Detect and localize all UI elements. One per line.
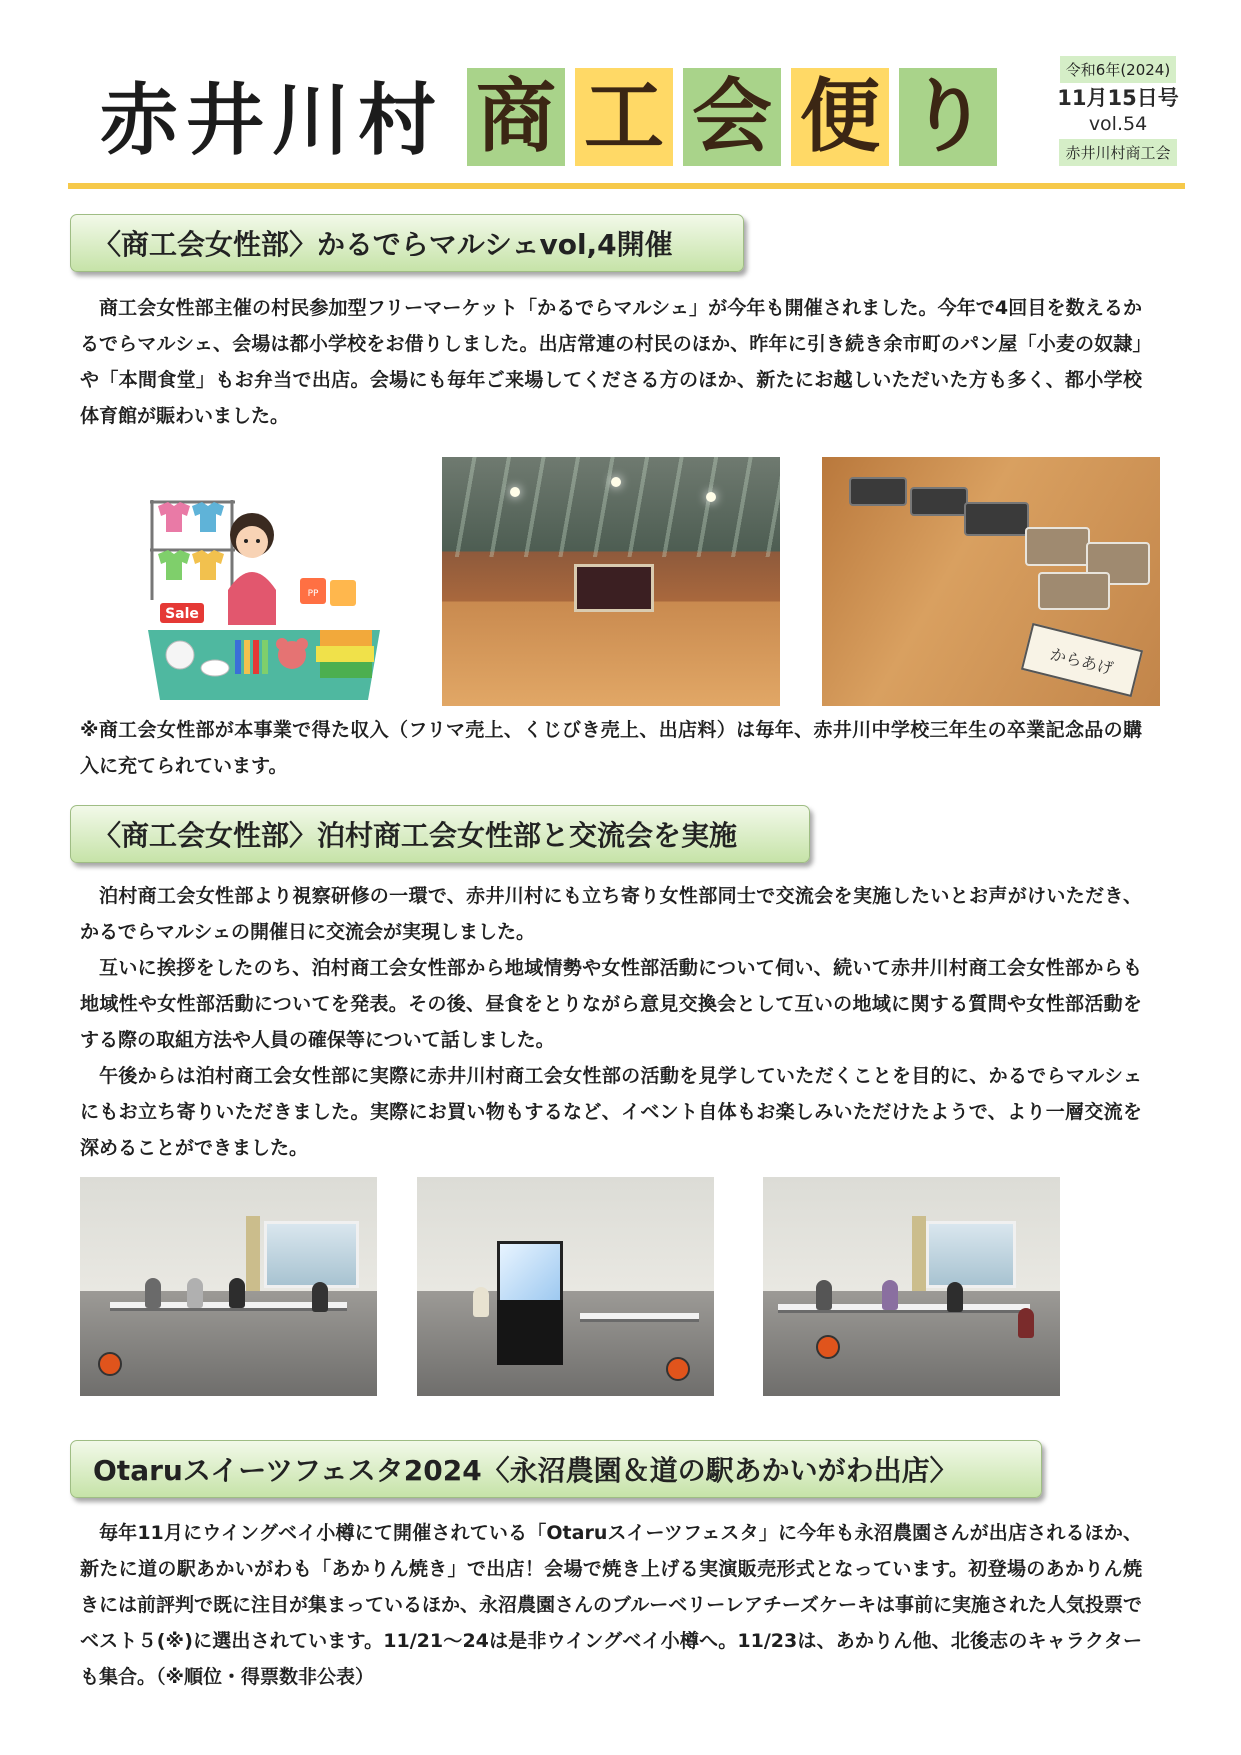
ceiling-light — [611, 477, 621, 487]
title-tile: 便 — [791, 68, 889, 166]
attendee — [187, 1278, 203, 1308]
section-heading-marche: 〈商工会女性部〉かるでらマルシェvol,4開催 — [70, 214, 744, 272]
food-price-card: からあげ — [1021, 623, 1143, 697]
attendee — [145, 1278, 161, 1308]
note-text: ※商工会女性部が本事業で得た収入（フリマ売上、くじびき売上、出店料）は毎年、赤井川中学校三年生の卒業記念品の購入に充てられています。 — [80, 719, 1142, 777]
food-pack — [964, 502, 1029, 536]
food-pack — [910, 487, 968, 516]
screen-stand — [497, 1300, 562, 1366]
pp-tag: PP — [307, 589, 319, 599]
roof-beams — [442, 457, 780, 557]
ceiling-light — [510, 487, 520, 497]
section-body-marche — [80, 290, 1142, 434]
title-tile: 工 — [575, 68, 673, 166]
title-tile: り — [899, 68, 997, 166]
meeting-photo-1 — [80, 1177, 377, 1396]
meeting-photo-2 — [417, 1177, 714, 1396]
meeting-photo-3 — [763, 1177, 1060, 1396]
income-note — [80, 712, 1142, 784]
curtain — [912, 1216, 926, 1290]
meeting-table — [580, 1313, 699, 1322]
section-body-sweets — [80, 1515, 1142, 1695]
attendee — [882, 1280, 898, 1310]
attendee — [1018, 1308, 1034, 1338]
food-pack — [1038, 572, 1110, 611]
cable-reel — [816, 1335, 840, 1359]
projection-screen — [497, 1241, 562, 1304]
attendee — [312, 1282, 328, 1312]
title-tile: 商 — [467, 68, 565, 166]
title-tile: 会 — [683, 68, 781, 166]
window — [926, 1221, 1015, 1288]
attendee — [229, 1278, 245, 1308]
paragraph: 午後からは泊村商工会女性部に実際に赤井川村商工会女性部の活動を見学していただくことを目的に、かるでらマルシェにもお立ち寄りいただきました。実際にお買い物もするなど、イベント自体もお楽しみいただけたようで、より一層交流を深めることができました。 — [80, 1065, 1142, 1159]
food-pack — [849, 477, 907, 506]
flea-market-illustration — [140, 480, 385, 705]
newsletter-title — [467, 68, 997, 166]
attendee — [947, 1282, 963, 1312]
issue-info — [1048, 56, 1188, 166]
cable-reel — [666, 1357, 690, 1381]
window — [264, 1221, 359, 1288]
sale-sign: Sale — [165, 606, 199, 622]
issue-date: 11月15日号 — [1057, 86, 1179, 110]
ceiling-light — [706, 492, 716, 502]
cable-reel — [98, 1352, 122, 1376]
paragraph: 泊村商工会女性部より視察研修の一環で、赤井川村にも立ち寄り女性部同士で交流会を実施したいとお声がけいただき、かるでらマルシェの開催日に交流会が実現しました。 — [80, 885, 1142, 943]
paragraph: 商工会女性部主催の村民参加型フリーマーケット「かるでらマルシェ」が今年も開催されました。今年で4回目を数えるかるでらマルシェ、会場は都小学校をお借りしました。出店常連の村民のほか、昨年に引き続き余市町のパン屋「小麦の奴隷」や「本間食堂」もお弁当で出店。会場にも毎年ご来場してくださる方のほか、新たにお越しいただいた方も多く、都小学校体育館が賑わいました。 — [80, 297, 1142, 427]
presenter — [473, 1287, 489, 1317]
publisher: 赤井川村商工会 — [1059, 139, 1176, 166]
bento-food-photo — [822, 457, 1160, 706]
section-heading-sweets: Otaruスイーツフェスタ2024〈永沼農園＆道の駅あかいがわ出店〉 — [70, 1440, 1042, 1498]
paragraph: 毎年11月にウイングベイ小樽にて開催されている「Otaruスイーツフェスタ」に今年も永沼農園さんが出店されるほか、新たに道の駅あかいがわも「あかりん焼き」で出店！会場で焼き上げる実演販売形式となっています。初登場のあかりん焼きには前評判で既に注目が集まっているほか、永沼農園さんのブルーベリーレアチーズケーキは事前に実施された人気投票でベスト５(※)に選出されています。11/21～24は是非ウイングベイ小樽へ。11/23は、あかりん他、北後志のキャラクターも集合。（※順位・得票数非公表） — [80, 1522, 1142, 1688]
section-heading-exchange: 〈商工会女性部〉泊村商工会女性部と交流会を実施 — [70, 805, 810, 863]
stage — [574, 564, 654, 612]
masthead-rule — [68, 183, 1185, 189]
gym-marche-photo — [442, 457, 780, 706]
paragraph: 互いに挨拶をしたのち、泊村商工会女性部から地域情勢や女性部活動について伺い、続いて赤井川村商工会女性部からも地域性や女性部活動についてを発表。その後、昼食をとりながら意見交換会として互いの地域に関する質問や女性部活動をする際の取組方法や人員の確保等について話しました。 — [80, 957, 1142, 1051]
section-body-exchange — [80, 878, 1142, 1166]
issue-volume: vol.54 — [1088, 113, 1148, 136]
issue-era: 令和6年(2024) — [1060, 56, 1176, 83]
attendee — [816, 1280, 832, 1310]
curtain — [246, 1216, 260, 1290]
village-name: 赤井川村 — [100, 76, 445, 166]
food-pack — [1025, 527, 1090, 566]
